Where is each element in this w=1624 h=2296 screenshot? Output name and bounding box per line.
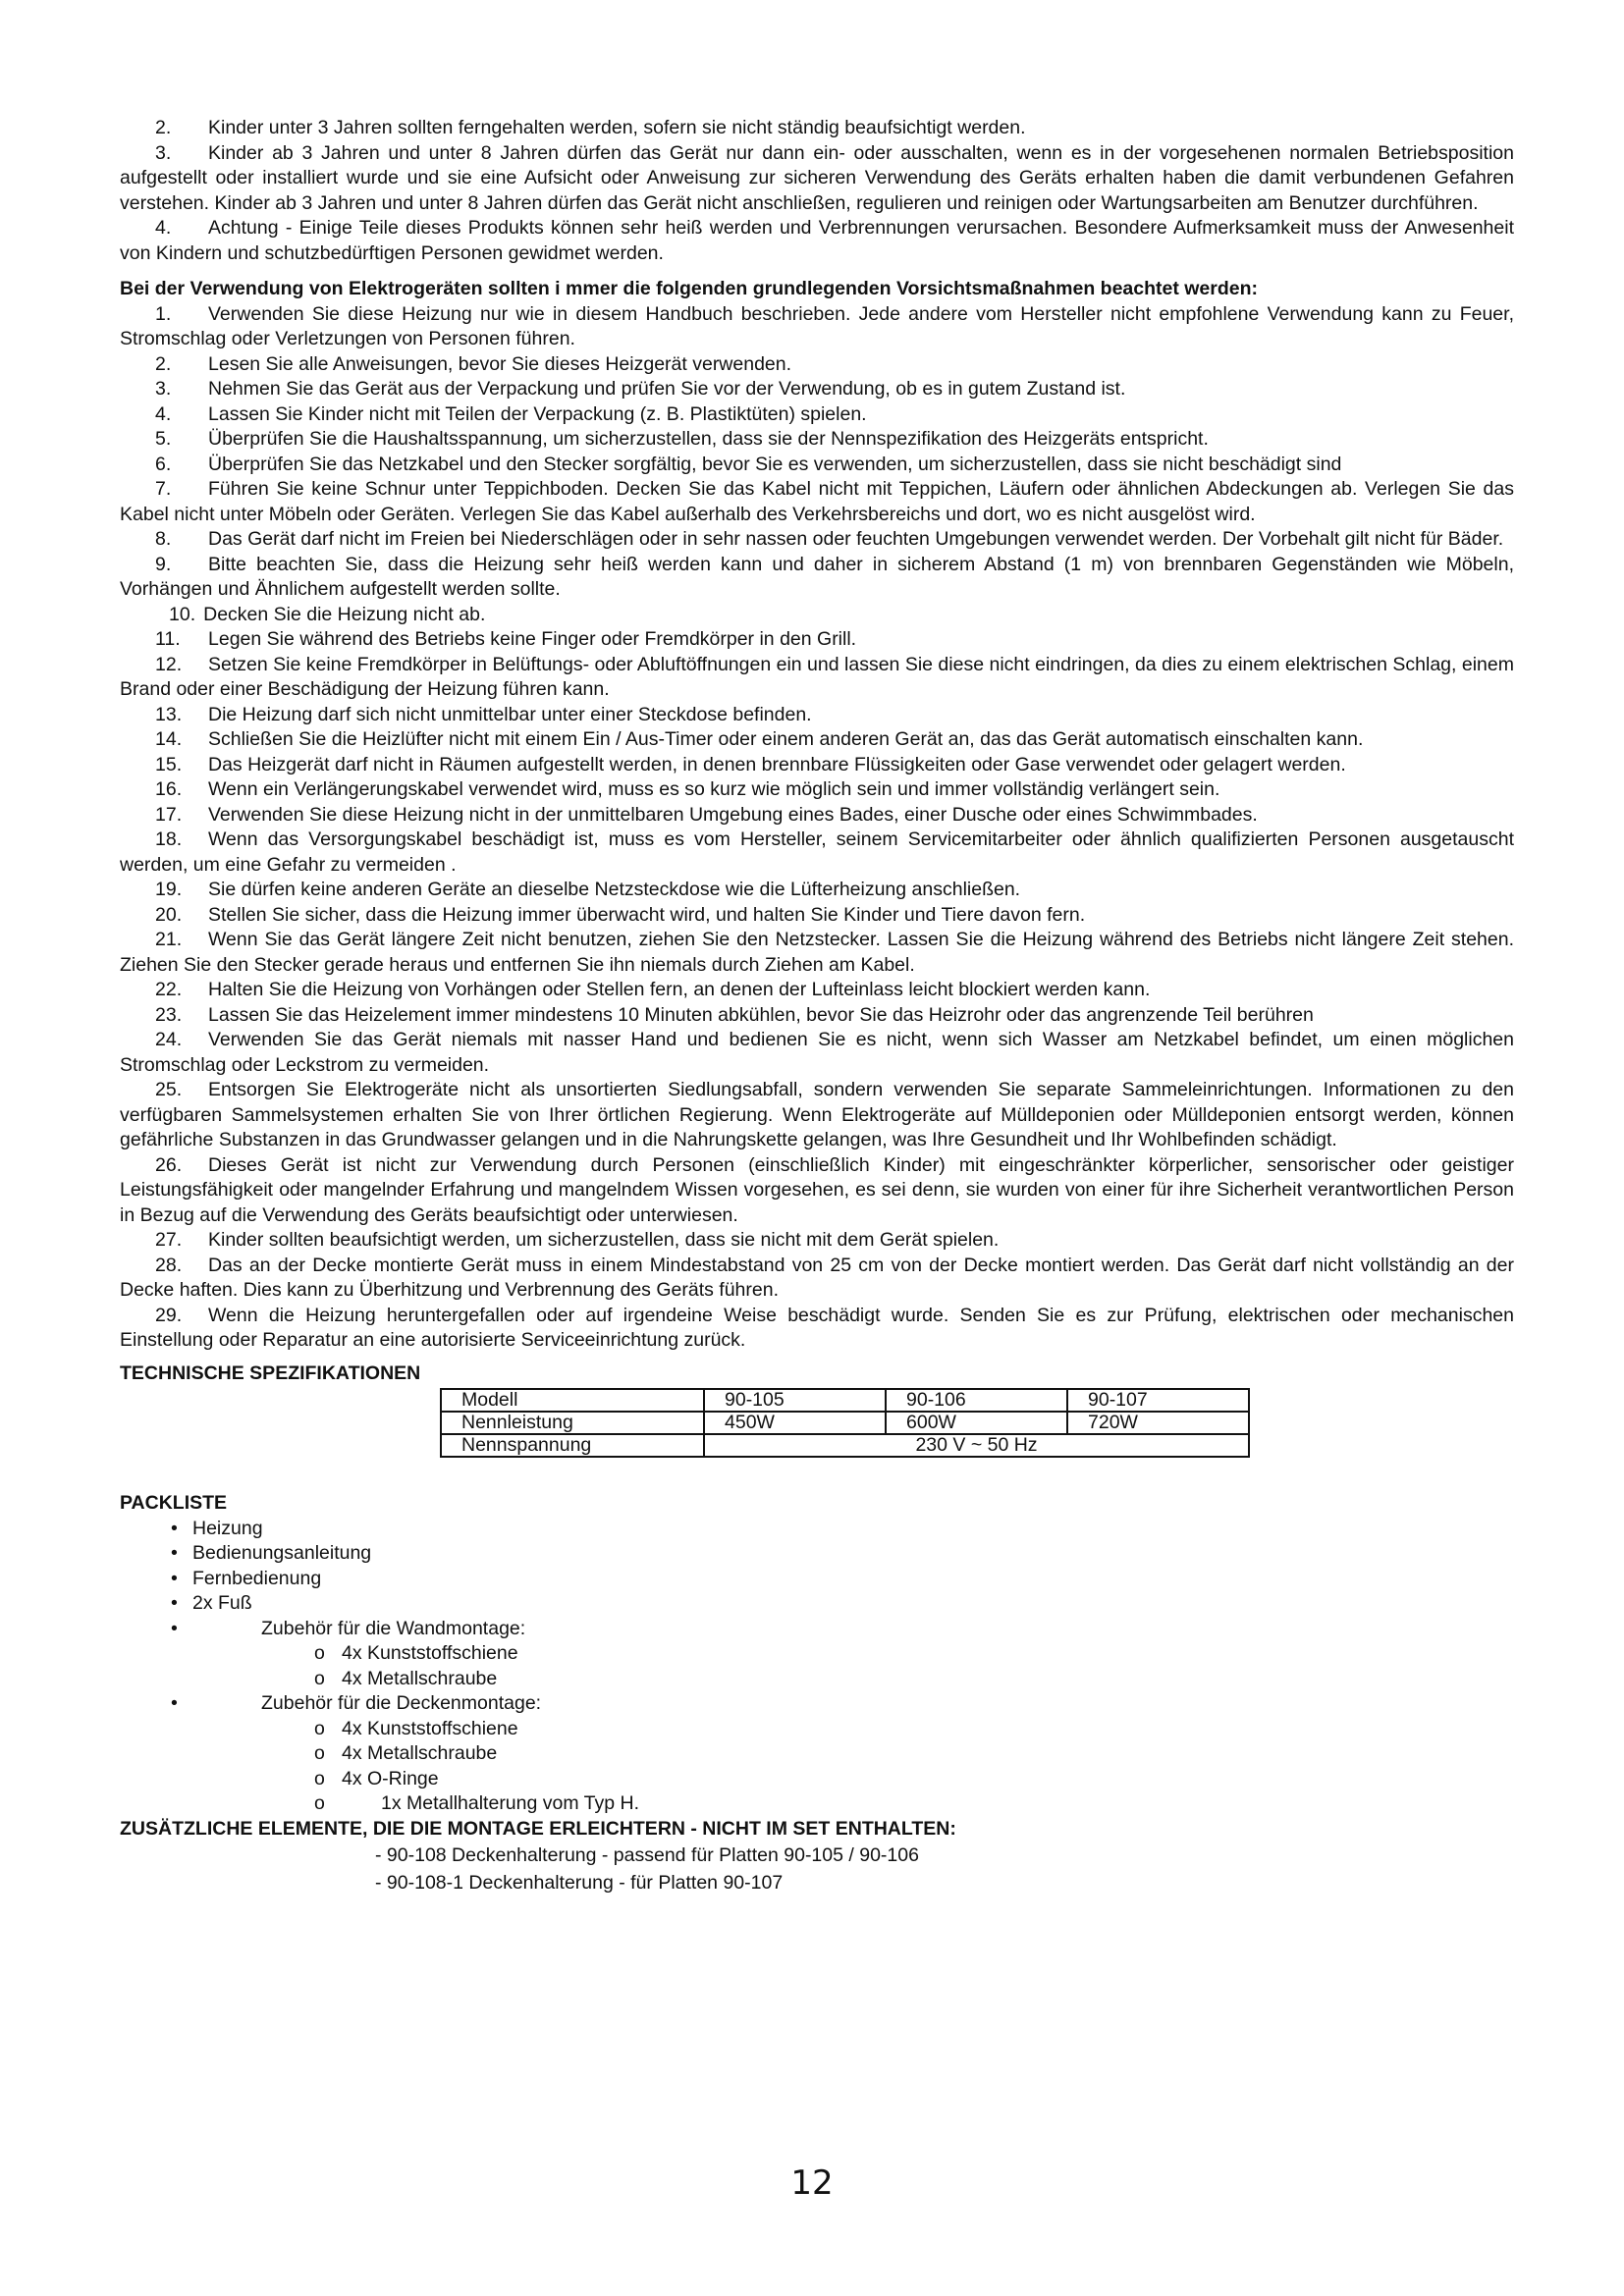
item-text: Stellen Sie sicher, dass die Heizung immer überwacht wird, und halten Sie Kinder und Tiere davon fern. (208, 903, 1086, 926)
list-item (120, 1003, 1514, 1029)
list-item (120, 1517, 1514, 1542)
list-item (120, 1641, 1514, 1667)
item-number: 3. (155, 378, 172, 400)
sub-bullet-icon: o (314, 1717, 325, 1739)
list-item (120, 116, 1514, 141)
list-item (120, 1153, 1514, 1229)
spec-cell: 90-107 (1067, 1389, 1249, 1412)
spec-cell: 600W (886, 1412, 1067, 1434)
item-text: Führen Sie keine Schnur unter Teppichboden. Decken Sie das Kabel nicht mit Teppichen, Läufern oder ähnlichen Abdeckungen ab. Verlegen Sie das Kabel nicht unter Möbeln oder Geräten. Verlegen Sie das Kabel außerhalb des Verkehrsbereichs und dort, wo es nicht ausgelöst wird. (120, 478, 1514, 525)
item-text: 4x Metallschraube (342, 1742, 498, 1764)
item-text: Wenn die Heizung heruntergefallen oder auf irgendeine Weise beschädigt wurde. Senden Sie es zur Prüfung, elektrischen oder mechanischen Einstellung oder Reparatur an eine autorisierte Serviceeinrichtung zurück. (120, 1304, 1514, 1351)
spec-table (440, 1388, 1250, 1458)
item-number: 14. (155, 728, 183, 750)
list-item (120, 978, 1514, 1003)
packlist-heading: PACKLISTE (120, 1492, 228, 1514)
spec-heading: TECHNISCHE SPEZIFIKATIONEN (120, 1362, 421, 1384)
safety-list (120, 302, 1514, 1354)
item-number: 1. (155, 302, 172, 325)
bullet-icon: • (171, 1617, 178, 1639)
item-text: Fernbedienung (192, 1567, 322, 1589)
item-text: Kinder unter 3 Jahren sollten ferngehalten werden, sofern sie nicht ständig beaufsichtigt werden. (208, 117, 1026, 138)
item-text: Decken Sie die Heizung nicht ab. (203, 603, 486, 625)
item-text: Bedienungsanleitung (192, 1542, 372, 1564)
sub-bullet-icon: o (314, 1667, 325, 1689)
item-text: Kinder sollten beaufsichtigt werden, um sicherzustellen, dass sie nicht mit dem Gerät spielen. (208, 1229, 1000, 1251)
list-item (120, 1254, 1514, 1304)
list-item (120, 1028, 1514, 1078)
item-text: 4x Kunststoffschiene (342, 1717, 518, 1739)
list-item (120, 703, 1514, 728)
list-item (120, 453, 1514, 478)
document-page (120, 116, 1514, 1896)
item-number: 24. (155, 1029, 183, 1050)
list-item (120, 216, 1514, 266)
list-item (120, 1304, 1514, 1354)
list-item (120, 753, 1514, 778)
item-text: Wenn ein Verlängerungskabel verwendet wird, muss es so kurz wie möglich sein und immer vollständig verlängert sein. (208, 778, 1220, 800)
item-number: 12. (155, 653, 183, 675)
item-text: Achtung - Einige Teile dieses Produkts können sehr heiß werden und Verbrennungen verursachen. Besondere Aufmerksamkeit muss der Anwesenheit von Kindern und schutzbedürftigen Personen gewidmet werden. (120, 217, 1514, 264)
spec-cell: 450W (704, 1412, 886, 1434)
item-number: 3. (155, 141, 172, 164)
spec-row-model (441, 1389, 1249, 1412)
bullet-icon: • (171, 1592, 178, 1614)
item-number: 8. (155, 528, 172, 550)
item-text: Legen Sie während des Betriebs keine Finger oder Fremdkörper in den Grill. (208, 628, 857, 650)
item-number: 13. (155, 703, 183, 725)
list-item (120, 352, 1514, 378)
safety-heading: Bei der Verwendung von Elektrogeräten sollten i mmer die folgenden grundlegenden Vorsichtsmaßnahmen beachtet werden: (120, 278, 1259, 299)
item-text: Halten Sie die Heizung von Vorhängen oder Stellen fern, an denen der Lufteinlass leicht blockiert werden kann. (208, 979, 1151, 1000)
item-text: 1x Metallhalterung vom Typ H. (381, 1792, 640, 1814)
item-number: 27. (155, 1229, 183, 1251)
list-item (120, 553, 1514, 603)
item-text: Heizung (192, 1517, 263, 1539)
item-text: 4x Kunststoffschiene (342, 1642, 518, 1664)
spec-cell-voltage: 230 V ~ 50 Hz (704, 1434, 1249, 1457)
sub-bullet-icon: o (314, 1642, 325, 1664)
list-item (120, 878, 1514, 903)
list-item (120, 627, 1514, 653)
list-item: - 90-108-1 Deckenhalterung - für Platten 90-107 (375, 1871, 784, 1894)
spec-cell: 90-106 (886, 1389, 1067, 1412)
list-item (120, 803, 1514, 828)
item-number: 19. (155, 879, 183, 900)
item-number: 10. (169, 603, 196, 625)
item-number: 21. (155, 929, 183, 950)
list-item (120, 1717, 1514, 1742)
spec-label-model: Modell (441, 1389, 704, 1412)
item-number: 2. (155, 352, 172, 375)
list-item (120, 777, 1514, 803)
item-number: 22. (155, 979, 183, 1000)
item-text: Bitte beachten Sie, dass die Heizung sehr heiß werden kann und daher in sicherem Abstand (1 m) von brennbaren Gegenständen wie Möbeln, Vorhängen und Ähnlichem aufgestellt werden sollte. (120, 553, 1514, 600)
list-item (120, 527, 1514, 553)
item-text: Wenn Sie das Gerät längere Zeit nicht benutzen, ziehen Sie den Netzstecker. Lassen Sie die Heizung während des Betriebs nicht längere Zeit stehen. Ziehen Sie den Stecker gerade heraus und entfernen Sie ihn niemals durch Ziehen am Kabel. (120, 929, 1514, 976)
list-item (120, 1591, 1514, 1617)
list-item (120, 1228, 1514, 1254)
item-text: Verwenden Sie diese Heizung nur wie in diesem Handbuch beschrieben. Jede andere vom Hersteller nicht empfohlene Verwendung kann zu Feuer, Stromschlag oder Verletzungen von Personen führen. (120, 302, 1514, 349)
list-item (120, 1691, 1514, 1717)
item-text: Dieses Gerät ist nicht zur Verwendung durch Personen (einschließlich Kinder) mit eingeschränkter körperlicher, sensorischer oder geistiger Leistungsfähigkeit oder mangelnder Erfahrung und mangelndem Wissen vorgesehen, es sei denn, sie wurden von einer für ihre Sicherheit verantwortlichen Person in Bezug auf die Verwendung des Geräts beaufsichtigt oder unterwiesen. (120, 1153, 1514, 1226)
item-text: Wenn das Versorgungskabel beschädigt ist, muss es vom Hersteller, seinem Servicemitarbeiter oder ähnlich qualifizierten Personen ausgetauscht werden, um eine Gefahr zu vermeiden . (120, 828, 1514, 876)
spec-cell: 720W (1067, 1412, 1249, 1434)
packlist (120, 1517, 1514, 1817)
list-item (120, 828, 1514, 878)
item-text: Entsorgen Sie Elektrogeräte nicht als unsortierten Siedlungsabfall, sondern verwenden Sie separate Sammeleinrichtungen. Informationen zu den verfügbaren Sammelsystemen erhalten Sie von Ihrer örtlichen Regierung. Wenn Elektrogeräte auf Mülldeponien oder Mülldeponien entsorgt werden, können gefährliche Substanzen in das Grundwasser gelangen und in die Nahrungskette gelangen, was Ihre Gesundheit und Ihr Wohlbefinden schädigt. (120, 1079, 1514, 1150)
item-text: Kinder ab 3 Jahren und unter 8 Jahren dürfen das Gerät nur dann ein- oder ausschalten, wenn es in der vorgesehenen normalen Betriebsposition aufgestellt oder installiert wurde und sie eine Aufsicht oder Anweisung zur sicheren Verwendung des Geräts erhalten haben die damit verbundenen Gefahren verstehen. Kinder ab 3 Jahren und unter 8 Jahren dürfen das Gerät nicht anschließen, regulieren und reinigen oder Wartungsarbeiten am Benutzer durchführen. (120, 141, 1514, 214)
item-text: Das Gerät darf nicht im Freien bei Niederschlägen oder in sehr nassen oder feuchten Umgebungen verwendet werden. Der Vorbehalt gilt nicht für Bäder. (208, 528, 1504, 550)
item-text: 4x O-Ringe (342, 1767, 439, 1789)
item-text: Schließen Sie die Heizlüfter nicht mit einem Ein / Aus-Timer oder einem anderen Gerät an, das das Gerät automatisch einschalten kann. (208, 728, 1364, 750)
item-text: Die Heizung darf sich nicht unmittelbar unter einer Steckdose befinden. (208, 703, 812, 725)
list-item (120, 727, 1514, 753)
list-item (120, 402, 1514, 428)
bullet-icon: • (171, 1692, 178, 1714)
list-item (120, 377, 1514, 402)
list-item (120, 603, 1514, 628)
list-item: - 90-108 Deckenhalterung - passend für Platten 90-105 / 90-106 (375, 1844, 919, 1866)
item-number: 5. (155, 428, 172, 450)
item-text: Das Heizgerät darf nicht in Räumen aufgestellt werden, in denen brennbare Flüssigkeiten oder Gase verwendet oder gelagert werden. (208, 753, 1346, 775)
item-number: 17. (155, 803, 183, 826)
item-number: 16. (155, 778, 183, 800)
list-item (120, 928, 1514, 978)
item-text: Sie dürfen keine anderen Geräte an dieselbe Netzsteckdose wie die Lüfterheizung anschließen. (208, 879, 1021, 900)
item-number: 23. (155, 1003, 183, 1026)
item-number: 6. (155, 453, 172, 475)
item-number: 20. (155, 903, 183, 926)
list-item (120, 1667, 1514, 1692)
item-text: Zubehör für die Wandmontage: (261, 1617, 526, 1639)
list-item (120, 1541, 1514, 1567)
extras-heading: ZUSÄTZLICHE ELEMENTE, DIE DIE MONTAGE ERLEICHTERN - NICHT IM SET ENTHALTEN: (120, 1817, 956, 1840)
bullet-icon: • (171, 1542, 178, 1564)
item-number: 18. (155, 828, 183, 850)
item-number: 2. (155, 117, 172, 138)
item-text: Verwenden Sie das Gerät niemals mit nasser Hand und bedienen Sie es nicht, wenn sich Wasser am Netzkabel befindet, um einen möglichen Stromschlag oder Leckstrom zu vermeiden. (120, 1029, 1514, 1076)
sub-bullet-icon: o (314, 1742, 325, 1764)
item-text: Lesen Sie alle Anweisungen, bevor Sie dieses Heizgerät verwenden. (208, 352, 792, 375)
spec-cell: 90-105 (704, 1389, 886, 1412)
item-text: Überprüfen Sie das Netzkabel und den Stecker sorgfältig, bevor Sie es verwenden, um sicherzustellen, dass sie nicht beschädigt sind (208, 453, 1342, 475)
item-number: 9. (155, 553, 172, 575)
list-item (120, 1567, 1514, 1592)
bullet-icon: • (171, 1517, 178, 1539)
item-number: 25. (155, 1079, 183, 1100)
item-text: Lassen Sie Kinder nicht mit Teilen der Verpackung (z. B. Plastiktüten) spielen. (208, 402, 867, 425)
list-item (120, 1767, 1514, 1792)
item-text: Das an der Decke montierte Gerät muss in einem Mindestabstand von 25 cm von der Decke montiert werden. Das Gerät darf nicht vollständig an der Decke haften. Dies kann zu Überhitzung und Verbrennung des Geräts führen. (120, 1254, 1514, 1301)
bullet-icon: • (171, 1567, 178, 1589)
item-number: 29. (155, 1304, 183, 1326)
list-item (120, 477, 1514, 527)
list-item (120, 427, 1514, 453)
list-item (120, 1791, 1514, 1817)
item-number: 26. (155, 1153, 183, 1176)
item-text: Überprüfen Sie die Haushaltsspannung, um sicherzustellen, dass sie der Nennspezifikation des Heizgeräts entspricht. (208, 428, 1209, 450)
sub-bullet-icon: o (314, 1792, 325, 1814)
spec-label-power: Nennleistung (441, 1412, 704, 1434)
item-text: 4x Metallschraube (342, 1667, 498, 1689)
spec-label-voltage: Nennspannung (441, 1434, 704, 1457)
extras-list (120, 1843, 1514, 1896)
sub-bullet-icon: o (314, 1767, 325, 1789)
item-number: 11. (155, 628, 181, 650)
item-number: 4. (155, 402, 172, 425)
page-number: 12 (790, 2163, 834, 2203)
spec-row-voltage (441, 1434, 1249, 1457)
list-item (120, 1617, 1514, 1642)
item-number: 4. (155, 217, 172, 239)
item-number: 15. (155, 753, 183, 775)
item-text: Verwenden Sie diese Heizung nicht in der unmittelbaren Umgebung eines Bades, einer Dusche oder eines Schwimmbades. (208, 803, 1258, 826)
item-text: 2x Fuß (192, 1592, 252, 1614)
list-item (120, 1741, 1514, 1767)
list-item (120, 653, 1514, 703)
list-item (120, 302, 1514, 352)
list-item (120, 1078, 1514, 1153)
list-item (120, 141, 1514, 217)
item-number: 7. (155, 478, 172, 500)
list-item (120, 903, 1514, 929)
intro-list (120, 116, 1514, 266)
item-text: Zubehör für die Deckenmontage: (261, 1692, 542, 1714)
item-number: 28. (155, 1254, 183, 1276)
item-text: Nehmen Sie das Gerät aus der Verpackung und prüfen Sie vor der Verwendung, ob es in gutem Zustand ist. (208, 378, 1126, 400)
item-text: Setzen Sie keine Fremdkörper in Belüftungs- oder Abluftöffnungen ein und lassen Sie diese nicht eindringen, da dies zu einem elektrischen Schlag, einem Brand oder einer Beschädigung der Heizung führen kann. (120, 653, 1514, 700)
spec-row-power (441, 1412, 1249, 1434)
item-text: Lassen Sie das Heizelement immer mindestens 10 Minuten abkühlen, bevor Sie das Heizrohr oder das angrenzende Teil berühren (208, 1003, 1314, 1026)
